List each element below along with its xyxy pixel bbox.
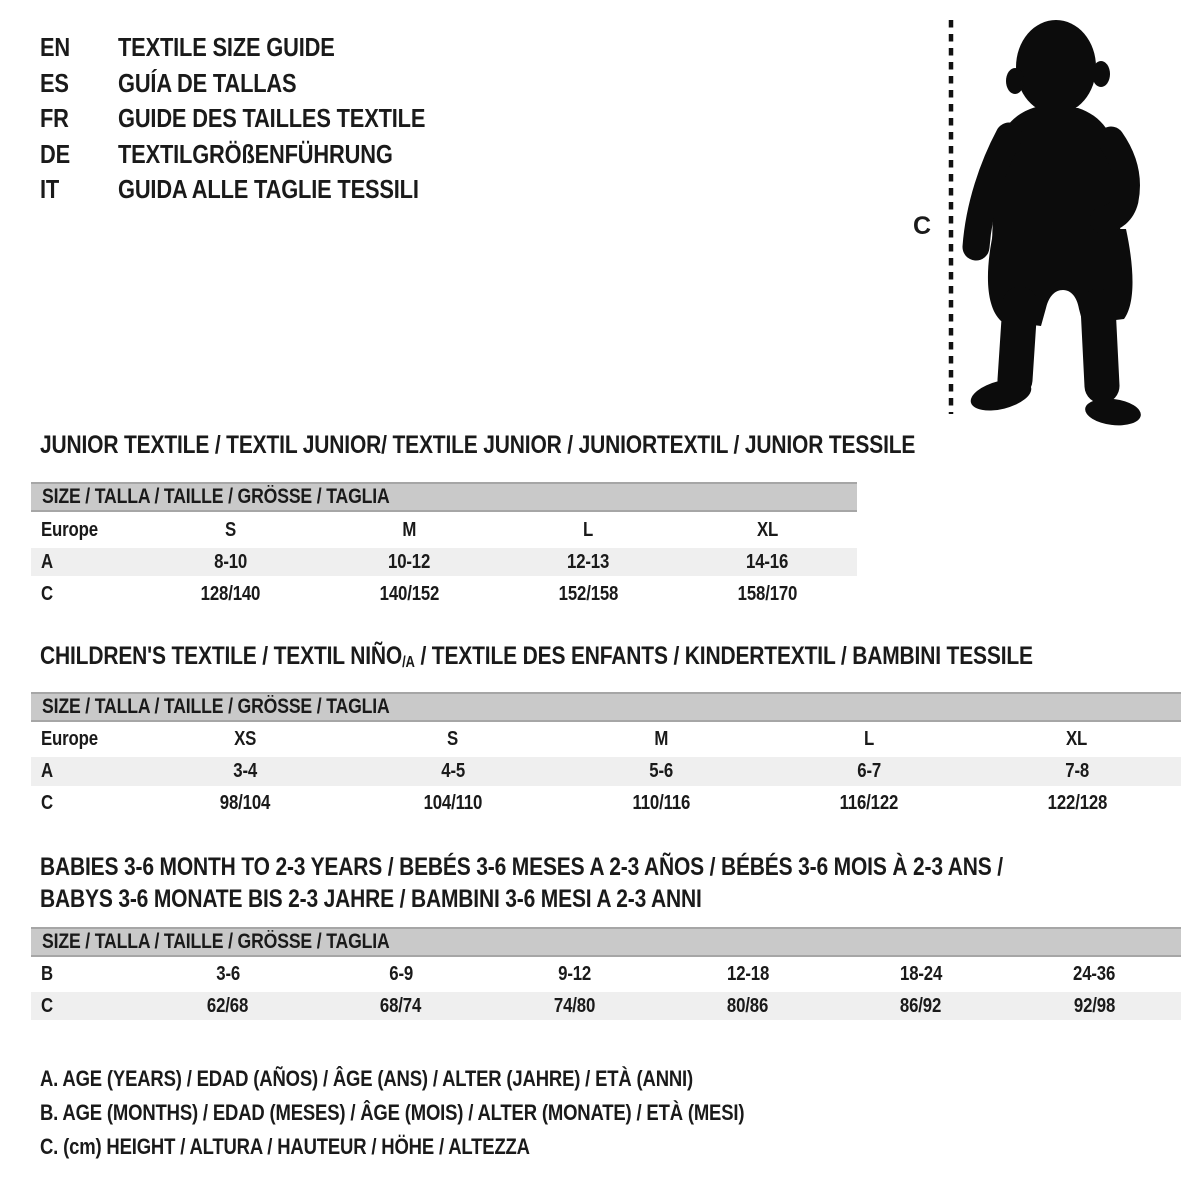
babies-size-table [31, 927, 1181, 1020]
height-cell: 98/104 [219, 791, 271, 814]
row-label: C [41, 791, 53, 814]
age-cell: 5-6 [649, 760, 673, 782]
size-cell: S [224, 518, 237, 541]
size-cell: XL [1066, 728, 1088, 750]
size-header-bar [31, 927, 1181, 957]
row-label: C [41, 994, 53, 1017]
children-section-title: CHILDREN'S TEXTILE / TEXTIL NIÑO/A / TEXTILE DES ENFANTS / KINDERTEXTIL / BAMBINI TESSILE [40, 642, 1033, 671]
age-cell: 3-4 [233, 760, 257, 782]
junior-size-table [31, 482, 857, 612]
months-cell: 18-24 [899, 963, 943, 985]
height-cell: 92/98 [1073, 994, 1115, 1017]
age-cell: 14-16 [746, 550, 789, 573]
height-cell: 104/110 [423, 791, 483, 814]
size-cell: XL [756, 518, 779, 541]
height-cell: 158/170 [737, 582, 798, 605]
months-cell: 9-12 [557, 963, 591, 985]
language-row-es [40, 66, 484, 102]
junior-section-title: JUNIOR TEXTILE / TEXTIL JUNIOR/ TEXTILE JUNIOR / JUNIORTEXTIL / JUNIOR TESSILE [40, 431, 916, 459]
size-cell: XS [233, 728, 257, 750]
size-header-label: SIZE / TALLA / TAILLE / GRÖSSE / TAGLIA [42, 930, 390, 953]
table-row-age [31, 548, 857, 576]
months-cell: 24-36 [1073, 963, 1116, 985]
language-row-it [40, 172, 484, 208]
months-cell: 3-6 [215, 963, 240, 985]
height-cell: 74/80 [553, 994, 595, 1017]
language-row-en [40, 30, 484, 66]
row-label: B [41, 963, 53, 985]
size-header-label: SIZE / TALLA / TAILLE / GRÖSSE / TAGLIA [42, 485, 390, 508]
language-row-fr [40, 101, 484, 137]
note-height-cm: C. (cm) HEIGHT / ALTURA / HAUTEUR / HÖHE / ALTEZZA [40, 1134, 530, 1159]
height-cell: 62/68 [207, 994, 249, 1017]
language-title: TEXTILGRÖßENFÜHRUNG [118, 138, 393, 169]
language-code: ES [40, 67, 69, 98]
height-cell: 80/86 [727, 994, 769, 1017]
height-cell: 140/152 [379, 582, 440, 605]
height-cell: 86/92 [900, 994, 942, 1017]
size-cell: L [583, 518, 594, 541]
table-row-age [31, 757, 1181, 786]
size-header-bar [31, 482, 857, 512]
size-cell: L [863, 728, 875, 750]
table-row-months [31, 957, 1181, 992]
table-row-europe [31, 722, 1181, 757]
height-cell: 68/74 [380, 994, 422, 1017]
size-header-bar [31, 692, 1181, 722]
children-size-table [31, 692, 1181, 820]
months-cell: 12-18 [726, 963, 769, 985]
size-cell: M [402, 518, 417, 541]
age-cell: 8-10 [214, 550, 247, 573]
size-cell: S [447, 728, 459, 750]
toddler-silhouette-icon [905, 14, 1200, 426]
age-cell: 12-13 [567, 550, 610, 573]
language-code: DE [40, 138, 71, 169]
measure-c-label: C [913, 212, 932, 240]
size-header-label: SIZE / TALLA / TAILLE / GRÖSSE / TAGLIA [42, 695, 390, 718]
language-title-block [40, 30, 484, 208]
row-label: C [41, 582, 53, 605]
table-row-height [31, 786, 1181, 820]
language-title: TEXTILE SIZE GUIDE [118, 32, 335, 63]
age-cell: 4-5 [441, 760, 465, 782]
language-title: GUÍA DE TALLAS [118, 67, 297, 98]
note-age-years: A. AGE (YEARS) / EDAD (AÑOS) / ÂGE (ANS) / ALTER (JAHRE) / ETÀ (ANNI) [40, 1066, 694, 1091]
months-cell: 6-9 [389, 963, 413, 985]
age-cell: 7-8 [1065, 760, 1089, 782]
note-age-months: B. AGE (MONTHS) / EDAD (MESES) / ÂGE (MOIS) / ALTER (MONATE) / ETÀ (MESI) [40, 1100, 745, 1125]
language-code: EN [40, 32, 71, 63]
height-cell: 116/122 [839, 791, 899, 814]
language-code: FR [40, 103, 69, 134]
legend-notes [40, 1062, 878, 1164]
nino-a-subscript: /A [402, 654, 415, 671]
language-title: GUIDE DES TAILLES TEXTILE [118, 103, 426, 134]
row-label: Europe [41, 728, 98, 750]
age-cell: 6-7 [857, 760, 881, 782]
language-row-de [40, 137, 484, 173]
table-row-height [31, 992, 1181, 1020]
height-measure-figure [905, 14, 1200, 426]
height-cell: 152/158 [558, 582, 619, 605]
height-cell: 128/140 [200, 582, 261, 605]
language-code: IT [40, 174, 60, 205]
row-label: A [41, 550, 53, 573]
age-cell: 10-12 [388, 550, 431, 573]
language-title: GUIDA ALLE TAGLIE TESSILI [118, 174, 419, 205]
height-cell: 110/116 [632, 791, 690, 814]
row-label: Europe [41, 518, 98, 541]
size-cell: M [654, 728, 668, 750]
table-row-europe [31, 512, 857, 548]
row-label: A [41, 760, 53, 782]
height-cell: 122/128 [1047, 791, 1107, 814]
babies-section-title: BABIES 3-6 MONTH TO 2-3 YEARS / BEBÉS 3-6 MESES A 2-3 AÑOS / BÉBÉS 3-6 MOIS À 2-3 ANS / BABYS 3-6 MONATE BIS 2-3 JAHRE / BAMBINI 3-6 MESI A 2-3 ANNI [40, 852, 1003, 913]
table-row-height [31, 576, 857, 612]
